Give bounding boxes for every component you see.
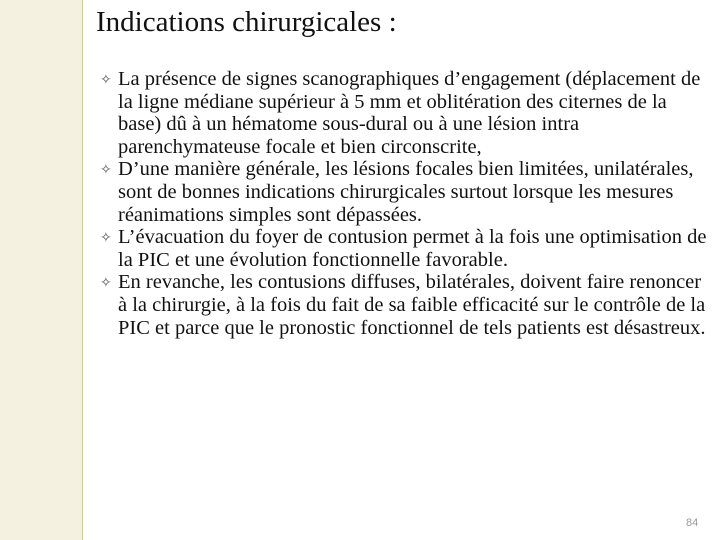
left-divider (82, 0, 83, 540)
bullet-text: L’évacuation du foyer de contusion permet à la fois une optimisation de la PIC et une évolution fonctionnelle favorable. (118, 226, 707, 271)
slide-title: Indications chirurgicales : (96, 6, 397, 38)
bullet-item (100, 68, 712, 158)
bullet-marker-icon: ✧ (100, 72, 112, 88)
bullet-text: La présence de signes scanographiques d’engagement (déplacement de la ligne médiane supérieur à 5 mm et oblitération des citernes de la base) dû à un hématome sous-dural ou à une lésion intra parenchymateuse focale et bien circonscrite, (118, 68, 701, 158)
bullet-item (100, 271, 712, 339)
slide-number: 84 (686, 517, 699, 529)
bullet-list (100, 68, 712, 339)
bullet-marker-icon: ✧ (100, 230, 112, 247)
bullet-item (100, 158, 712, 226)
bullet-item (100, 226, 712, 271)
bullet-marker-icon: ✧ (100, 275, 112, 292)
bullet-text: D’une manière générale, les lésions focales bien limitées, unilatérales, sont de bonnes indications chirurgicales surtout lorsque les mesures réanimations simples sont dépassées. (118, 158, 694, 226)
bullet-marker-icon: ✧ (100, 162, 112, 179)
left-decorative-band (0, 0, 82, 540)
bullet-text: En revanche, les contusions diffuses, bilatérales, doivent faire renoncer à la chirurgie, à la fois du fait de sa faible efficacité sur le contrôle de la PIC et parce que le pronostic fonctionnel de tels patients est désastreux. (118, 271, 706, 339)
